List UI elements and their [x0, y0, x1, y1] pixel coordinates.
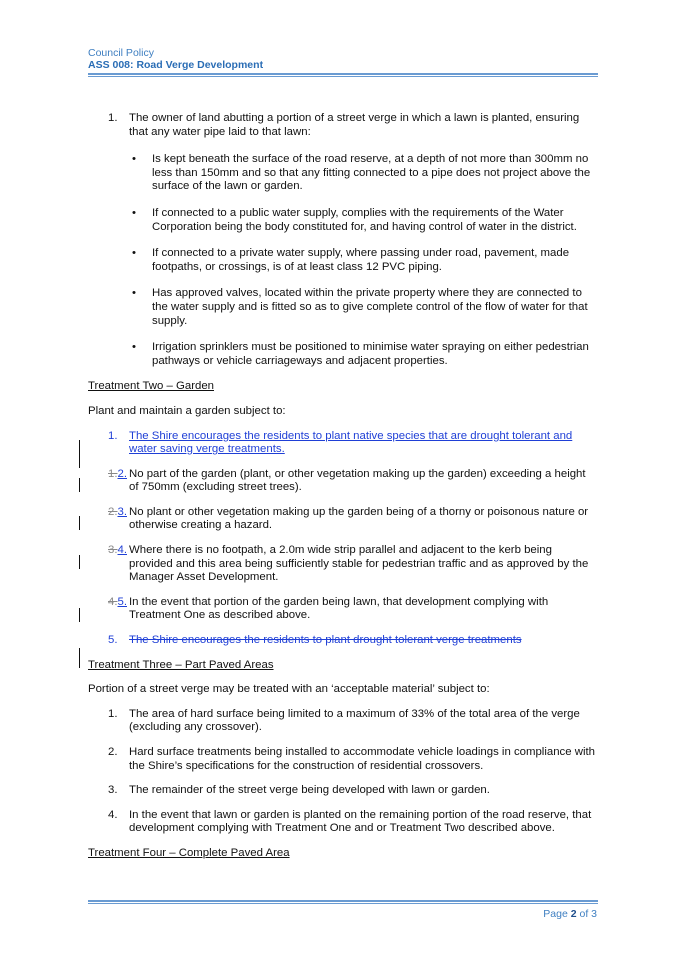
- paved-list-item: [88, 746, 598, 773]
- header-title: Council Policy: [88, 47, 154, 59]
- list-text: No plant or other vegetation making up the garden being of a thorny or poisonous nature or otherwise creating a hazard.: [129, 505, 589, 532]
- bullet-item: [88, 247, 598, 274]
- page-label: Page: [543, 908, 568, 920]
- list-number: 2.: [108, 746, 118, 758]
- footer-rule-thick: [88, 900, 598, 902]
- page-total: of 3: [579, 908, 597, 920]
- bullet-item: [88, 341, 598, 368]
- header-subtitle: ASS 008: Road Verge Development: [88, 59, 264, 71]
- inserted-number: 3.: [117, 505, 127, 518]
- list-number: 4.: [108, 808, 118, 821]
- deleted-number: 2.: [108, 505, 118, 518]
- bullet-item: [88, 153, 598, 194]
- deleted-text: The Shire encourages the residents to plant drought tolerant verge treatments: [129, 634, 522, 647]
- deleted-number: 4.: [108, 595, 118, 608]
- bullet-item: [88, 287, 598, 328]
- list-number: 1.: [108, 707, 118, 720]
- header-rule-thin: [88, 76, 598, 77]
- list-text: In the event that lawn or garden is planted on the remaining portion of the road reserve, that development complying with Treatment One and or Treatment Two described above.: [129, 808, 592, 835]
- list-number: 3.: [108, 784, 118, 797]
- inserted-number: 2.: [117, 467, 127, 480]
- footer-rule-thin: [88, 903, 598, 904]
- change-bar: [79, 516, 80, 530]
- section-heading: Treatment Two – Garden: [88, 380, 214, 393]
- paved-list-item: [88, 809, 598, 836]
- bullet-icon: •: [132, 287, 136, 300]
- deleted-number: 1.: [108, 467, 118, 480]
- list-number: 5.: [108, 634, 118, 647]
- bullet-icon: •: [132, 153, 136, 166]
- change-bar: [79, 648, 80, 668]
- bullet-item: [88, 207, 598, 234]
- lawn-list-item: [88, 112, 598, 139]
- header-rule-thick: [88, 73, 598, 75]
- deleted-list-item: [88, 634, 598, 648]
- bullet-text: Has approved valves, located within the private property where they are connected to the water supply and is fitted so as to give complete control of the flow of water for that supply.: [152, 287, 588, 327]
- section-heading: Treatment Three – Part Paved Areas: [88, 658, 274, 671]
- list-text: In the event that portion of the garden being lawn, that development complying with Treatment One as described above.: [129, 595, 549, 622]
- bullet-text: If connected to a private water supply, where passing under road, pavement, made footpaths, or crossings, is of at least class 12 PVC piping.: [152, 247, 570, 273]
- garden-list-item: [88, 468, 598, 495]
- bullet-icon: •: [132, 341, 136, 354]
- list-text: The remainder of the street verge being developed with lawn or garden.: [129, 784, 490, 797]
- deleted-number: 3.: [108, 544, 118, 557]
- bullet-text: If connected to a public water supply, complies with the requirements of the Water Corporation being the body constituted for, and having control of water in the district.: [152, 206, 577, 233]
- garden-list-item: [88, 596, 598, 623]
- list-text: Hard surface treatments being installed to accommodate vehicle loadings in compliance with the Shire’s specifications for the construction of residential crossovers.: [129, 746, 595, 772]
- change-bar: [79, 555, 80, 569]
- bullet-icon: •: [132, 206, 136, 219]
- bullet-text: Irrigation sprinklers must be positioned to minimise water spraying on either pedestrian pathways or vehicle carriageways and adjacent properties.: [152, 341, 589, 367]
- inserted-list-item: [88, 430, 598, 457]
- bullet-icon: •: [132, 247, 136, 260]
- change-bar: [79, 440, 80, 468]
- list-text: Where there is no footpath, a 2.0m wide strip parallel and adjacent to the kerb being provided and this area being sufficiently stable for pedestrian traffic and as approved by the Manager Asset Development.: [129, 544, 589, 584]
- change-bar: [79, 478, 80, 492]
- bullet-text: Is kept beneath the surface of the road reserve, at a depth of not more than 300mm no less than 150mm and so that any fitting connected to a pipe does not project above the surface of the lawn or garden.: [152, 153, 591, 193]
- garden-list-item: [88, 506, 598, 533]
- change-bar: [79, 608, 80, 622]
- list-number: 1.: [108, 112, 118, 124]
- garden-list-item: [88, 544, 598, 585]
- paved-list-item: [88, 708, 598, 735]
- list-text: The owner of land abutting a portion of a street verge in which a lawn is planted, ensuring that any water pipe laid to that lawn:: [129, 112, 580, 138]
- list-number: 1.: [108, 429, 118, 442]
- current-page: 2: [570, 908, 577, 920]
- inserted-number: 5.: [117, 595, 127, 608]
- section-heading: Treatment Four – Complete Paved Area: [88, 846, 290, 859]
- list-text: No part of the garden (plant, or other vegetation making up the garden) exceeding a height of 750mm (excluding street trees).: [129, 467, 586, 494]
- paved-list-item: [88, 784, 598, 798]
- list-text: The area of hard surface being limited to a maximum of 33% of the total area of the verge (excluding any crossover).: [129, 707, 580, 734]
- document-body: [88, 112, 598, 861]
- section-intro: Plant and maintain a garden subject to:: [88, 404, 286, 417]
- inserted-number: 4.: [117, 544, 127, 557]
- section-intro: Portion of a street verge may be treated with an ‘acceptable material’ subject to:: [88, 683, 490, 696]
- page-number: [543, 908, 597, 920]
- inserted-text: The Shire encourages the residents to plant native species that are drought tolerant and water saving verge treatments.: [129, 429, 573, 456]
